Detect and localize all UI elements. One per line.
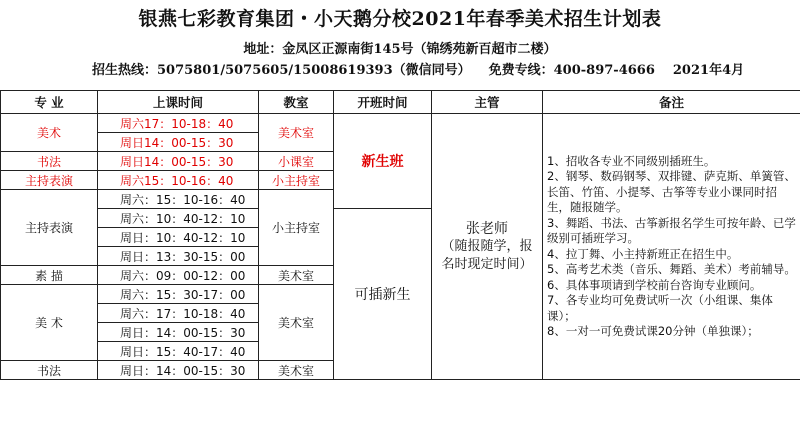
note-item: 1、招收各专业不同级别插班生。 (547, 153, 716, 168)
header-supervisor: 主管 (432, 91, 543, 114)
note-item: 2、钢琴、数码钢琴、双排键、萨克斯、单簧管、长笛、竹笛、小提琴、古筝等专业小课同时招生，随报随学。 (547, 169, 796, 214)
time-cell: 周日：14：00-15：30 (98, 361, 259, 380)
time-cell: 周日14：00-15：30 (98, 152, 259, 171)
date-text: 2021年4月 (672, 63, 745, 78)
note-item: 4、拉丁舞、小主持新班正在招生中。 (547, 246, 739, 261)
header-start: 开班时间 (334, 91, 432, 114)
note-item: 8、一对一可免费试课20分钟（单独课）； (547, 324, 759, 338)
hotline-text: 招生热线：5075801/5075605/15008619393（微信同号） (92, 63, 471, 78)
page-title: 银燕七彩教育集团・小天鹅分校2021年春季美术招生计划表 (138, 8, 662, 30)
room-cell: 小主持室 (259, 190, 334, 266)
room-cell: 美术室 (259, 114, 334, 152)
contact-line (92, 61, 762, 81)
time-cell: 周六：10：40-12：10 (98, 209, 259, 228)
time-cell: 周六：15：30-17：00 (98, 285, 259, 304)
subject-cell: 书法 (1, 152, 98, 171)
room-cell: 美术室 (259, 285, 334, 361)
notes-cell (543, 114, 800, 380)
room-cell: 小课室 (259, 152, 334, 171)
note-item: 5、高考艺术类（音乐、舞蹈、美术）考前辅导。 (547, 262, 796, 276)
schedule-table (0, 90, 800, 380)
subject-cell: 美 术 (1, 285, 98, 361)
table-header-row (1, 91, 800, 114)
subject-cell: 美术 (1, 114, 98, 152)
time-cell: 周六15：10-16：40 (98, 171, 259, 190)
time-cell: 周日14：00-15：30 (98, 133, 259, 152)
subject-cell: 主持表演 (1, 190, 98, 266)
free-line-text: 免费专线：400-897-4666 (488, 63, 655, 78)
room-cell: 美术室 (259, 361, 334, 380)
subject-cell: 主持表演 (1, 171, 98, 190)
address-text: 地址：金凤区正源南街145号（锦绣苑新百超市二楼） (243, 42, 557, 57)
time-cell: 周六17：10-18：40 (98, 114, 259, 133)
header-time: 上课时间 (98, 91, 259, 114)
note-item: 7、各专业均可免费试听一次（小组课、集体课）； (547, 293, 773, 323)
time-cell: 周六：17：10-18：40 (98, 304, 259, 323)
subject-cell: 书法 (1, 361, 98, 380)
note-item: 6、具体事项请到学校前台咨询专业顾问。 (547, 277, 762, 292)
room-cell: 美术室 (259, 266, 334, 285)
subject-cell: 素 描 (1, 266, 98, 285)
time-cell: 周日：13：30-15：00 (98, 247, 259, 266)
time-cell: 周日：14：00-15：30 (98, 323, 259, 342)
header-room: 教室 (259, 91, 334, 114)
supervisor-cell (432, 114, 543, 380)
supervisor-note: （随报随学，报名时现定时间） (441, 238, 533, 272)
start-cell-new: 新生班 (334, 114, 432, 209)
time-cell: 周六：09：00-12：00 (98, 266, 259, 285)
header-subject: 专 业 (1, 91, 98, 114)
supervisor-name: 张老师 (466, 220, 508, 237)
table-row (1, 114, 800, 133)
room-cell: 小主持室 (259, 171, 334, 190)
time-cell: 周日：10：40-12：10 (98, 228, 259, 247)
start-cell-ongoing: 可插新生 (334, 209, 432, 380)
time-cell: 周日：15：40-17：40 (98, 342, 259, 361)
header-notes: 备注 (543, 91, 800, 114)
time-cell: 周六：15：10-16：40 (98, 190, 259, 209)
note-item: 3、舞蹈、书法、古筝新报名学生可按年龄、已学级别可插班学习。 (547, 215, 796, 245)
